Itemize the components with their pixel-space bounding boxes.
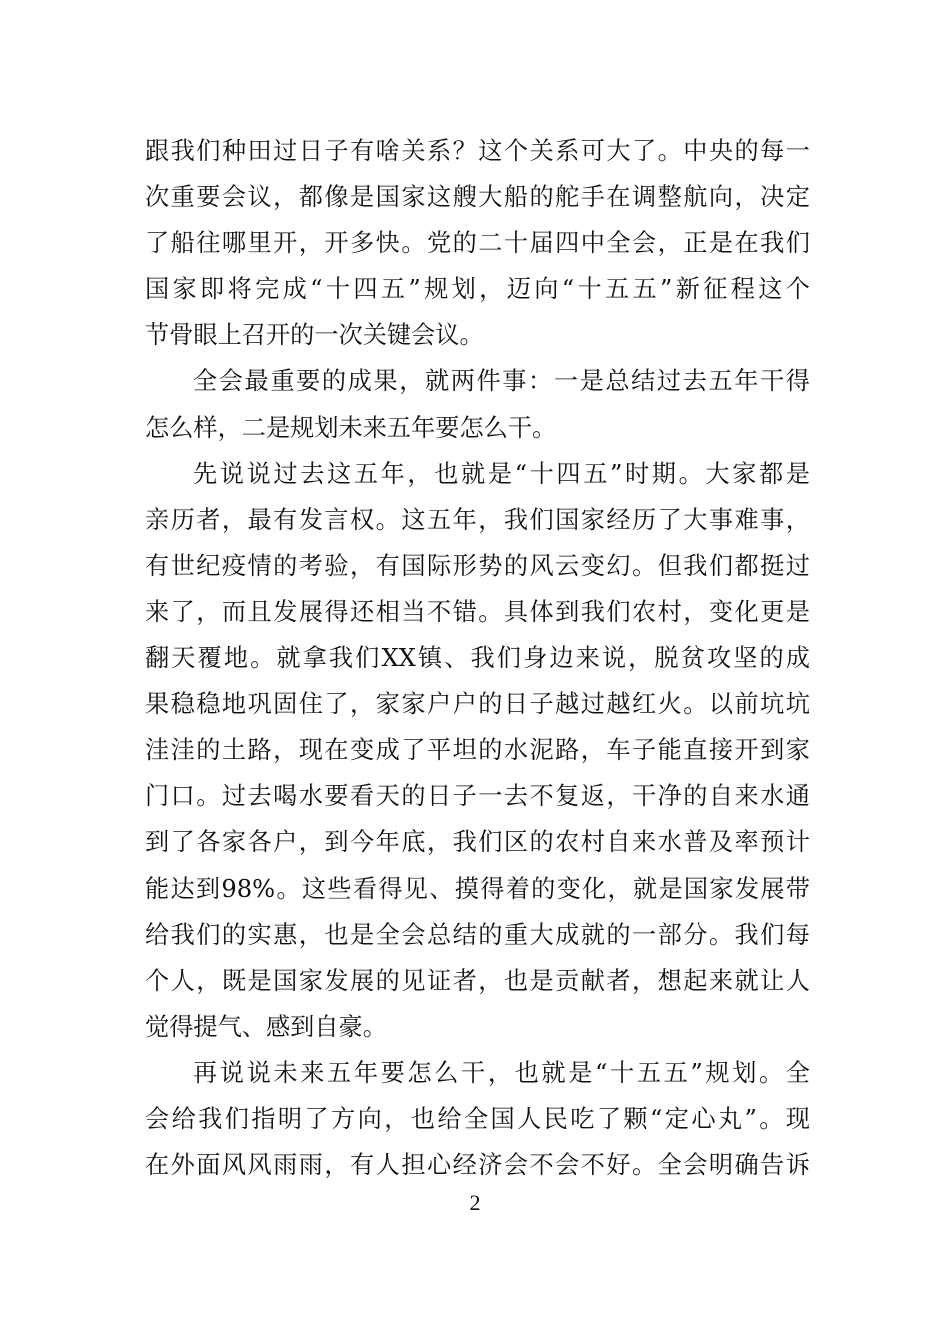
text-line: 亲历者，最有发言权。这五年，我们国家经历了大事难事， — [145, 505, 810, 534]
text-line: 洼洼的土路，现在变成了平坦的水泥路，车子能直接开到家 — [145, 736, 810, 765]
text-line: 次重要会议，都像是国家这艘大船的舵手在调整航向，决定 — [145, 183, 810, 212]
text-line: 在外面风风雨雨，有人担心经济会不会不好。全会明确告诉 — [145, 1151, 810, 1180]
body-text — [145, 128, 810, 1188]
paragraph-start-line: 先说说过去这五年，也就是“十四五”时期。大家都是 — [193, 459, 810, 488]
text-line: 到了各家各户，到今年底，我们区的农村自来水普及率预计 — [145, 828, 810, 857]
text-line: 个人，既是国家发展的见证者，也是贡献者，想起来就让人 — [145, 966, 810, 995]
text-line: 有世纪疫情的考验，有国际形势的风云变幻。但我们都挺过 — [145, 551, 810, 580]
text-line: 节骨眼上召开的一次关键会议。 — [145, 321, 484, 350]
paragraph-start-line: 全会最重要的成果，就两件事：一是总结过去五年干得 — [193, 367, 810, 396]
text-line: 能达到98%。这些看得见、摸得着的变化，就是国家发展带 — [145, 874, 810, 903]
text-line: 来了，而且发展得还相当不错。具体到我们农村，变化更是 — [145, 597, 810, 626]
text-line: 果稳稳地巩固住了，家家户户的日子越过越红火。以前坑坑 — [145, 690, 810, 719]
text-line: 跟我们种田过日子有啥关系？这个关系可大了。中央的每一 — [145, 137, 810, 165]
text-line: 会给我们指明了方向，也给全国人民吃了颗“定心丸”。现 — [145, 1104, 810, 1133]
text-line: 给我们的实惠，也是全会总结的重大成就的一部分。我们每 — [145, 920, 810, 949]
text-line: 怎么样，二是规划未来五年要怎么干。 — [145, 413, 557, 442]
page-number: 2 — [469, 1190, 481, 1215]
text-line: 觉得提气、感到自豪。 — [145, 1012, 387, 1041]
paragraph-start-line: 再说说未来五年要怎么干，也就是“十五五”规划。全 — [193, 1058, 810, 1087]
text-line: 门口。过去喝水要看天的日子一去不复返，干净的自来水通 — [145, 782, 810, 811]
text-line: 翻天覆地。就拿我们XX镇、我们身边来说，脱贫攻坚的成 — [145, 644, 810, 673]
text-line: 国家即将完成“十四五”规划，迈向“十五五”新征程这个 — [145, 275, 810, 304]
text-line: 了船往哪里开，开多快。党的二十届四中全会，正是在我们 — [145, 229, 810, 258]
